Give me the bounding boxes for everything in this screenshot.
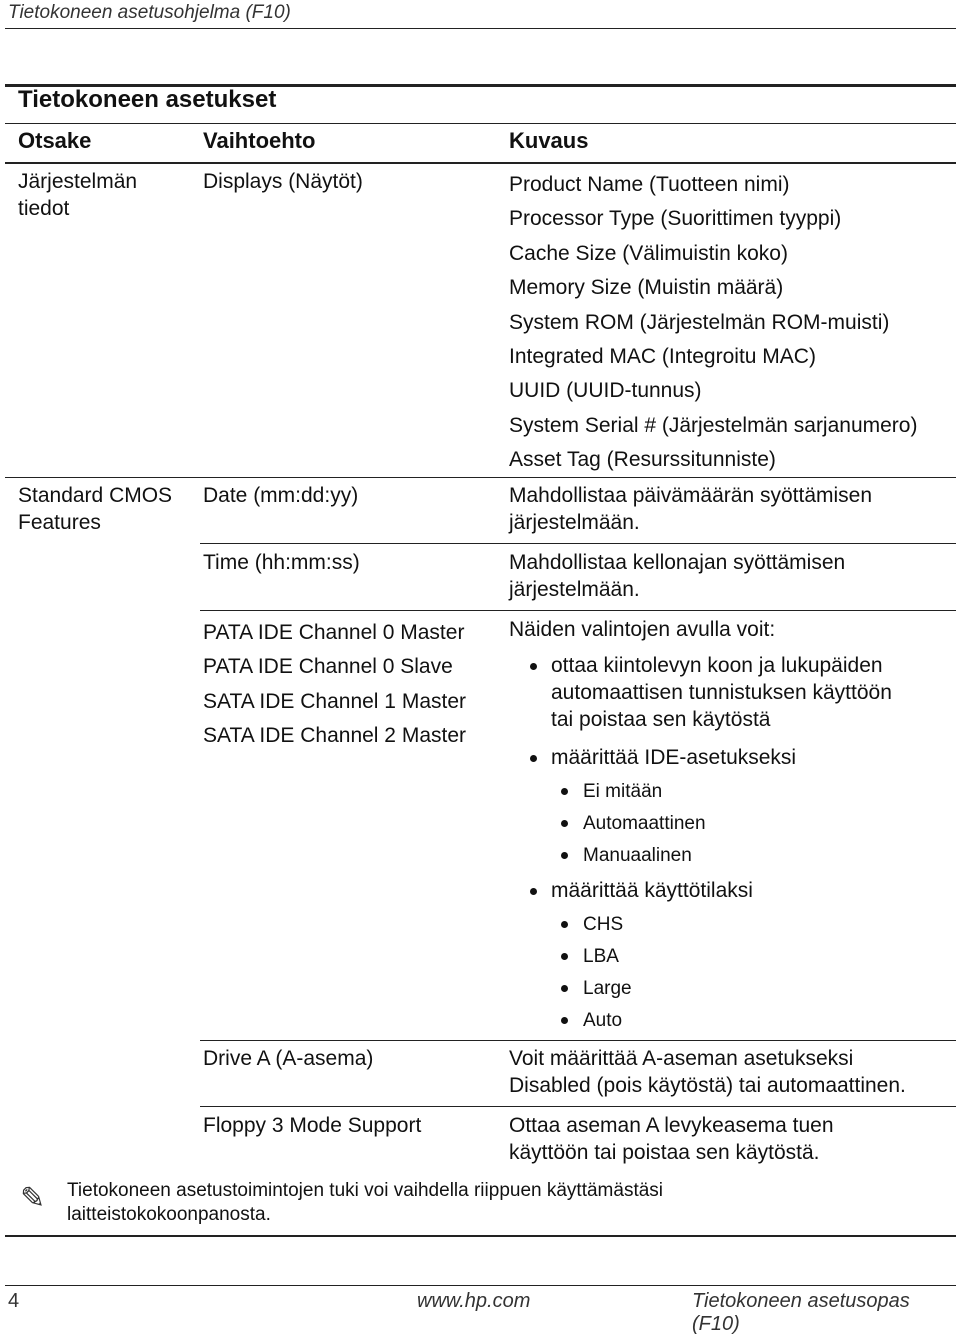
section-rule: [5, 477, 956, 478]
date-description: Mahdollistaa päivämäärän syöttämisen järjestelmään.: [509, 484, 873, 534]
sub-bullet-item: Large: [583, 975, 632, 1002]
option-time: Time (hh:mm:ss): [203, 551, 360, 574]
page-number: 4: [8, 1290, 20, 1312]
floppy-description: Ottaa aseman A levykeasema tuen käyttöön tai poistaa sen käytöstä.: [509, 1114, 834, 1164]
list-item: Memory Size (Muistin määrä): [509, 276, 784, 300]
note-text: Tietokoneen asetustoimintojen tuki voi vaihdella riippuen käyttämästäsi laitteistokokoonpanosta.: [67, 1180, 664, 1225]
column-header-description: Kuvaus: [509, 128, 589, 153]
sub-bullet-item: CHS: [583, 911, 623, 938]
column-header-rule: [5, 162, 956, 164]
bullet-item: ottaa kiintolevyn koon ja lukupäiden automaattisen tunnistuksen käyttöön tai poistaa sen käytöstä: [551, 654, 892, 731]
option-drive-a: Drive A (A-asema): [203, 1047, 374, 1070]
list-item: Processor Type (Suorittimen tyyppi): [509, 207, 842, 231]
section-heading-standard-cmos: Standard CMOS Features: [18, 484, 173, 534]
option-floppy-3-mode: Floppy 3 Mode Support: [203, 1114, 422, 1137]
footer-rule: [5, 1285, 956, 1286]
option-date: Date (mm:dd:yy): [203, 484, 359, 507]
row-rule: [200, 1106, 956, 1107]
column-header-heading: Otsake: [18, 128, 92, 153]
ide-intro: Näiden valintojen avulla voit:: [509, 618, 776, 641]
sub-bullet-item: Ei mitään: [583, 778, 662, 805]
list-item: Cache Size (Välimuistin koko): [509, 241, 788, 265]
sub-bullet-item: Auto: [583, 1007, 622, 1034]
list-item: Product Name (Tuotteen nimi): [509, 173, 790, 196]
footer-url[interactable]: www.hp.com: [417, 1290, 531, 1312]
displays-description: [509, 168, 917, 478]
list-item: System ROM (Järjestelmän ROM-muisti): [509, 310, 890, 334]
list-item: UUID (UUID-tunnus): [509, 379, 702, 403]
time-description: Mahdollistaa kellonajan syöttämisen järjestelmään.: [509, 551, 846, 601]
section-heading-system-info: Järjestelmän tiedot: [18, 170, 138, 220]
list-item: Integrated MAC (Integroitu MAC): [509, 345, 816, 369]
title-rule: [5, 123, 956, 124]
option-displays: Displays (Näytöt): [203, 170, 363, 193]
sub-bullet-item: Automaattinen: [583, 810, 706, 837]
bullet-item: määrittää IDE-asetukseksi: [551, 746, 797, 769]
list-item: Asset Tag (Resurssitunniste): [509, 448, 776, 472]
sub-bullet-item: LBA: [583, 943, 619, 970]
option-ide-channels: PATA IDE Channel 0 Master PATA IDE Channel 0 Slave SATA IDE Channel 1 Master SATA IDE Channel 2 Master: [203, 621, 467, 747]
pencil-icon: ✎: [20, 1182, 46, 1215]
list-item: System Serial # (Järjestelmän sarjanumero): [509, 413, 918, 437]
table-bottom-rule: [5, 1235, 956, 1237]
row-rule: [200, 543, 956, 544]
row-rule: [200, 610, 956, 611]
header-rule: [5, 28, 956, 29]
drive-a-description: Voit määrittää A-aseman asetukseksi Disabled (pois käytöstä) tai automaattinen.: [509, 1047, 906, 1097]
column-header-option: Vaihtoehto: [203, 128, 316, 153]
bullet-item: määrittää käyttötilaksi: [551, 879, 753, 902]
table-title: Tietokoneen asetukset: [18, 86, 277, 113]
row-rule: [200, 1040, 956, 1041]
sub-bullet-item: Manuaalinen: [583, 842, 692, 869]
footer-guide-title: Tietokoneen asetusopas (F10): [692, 1290, 910, 1335]
running-head: Tietokoneen asetusohjelma (F10): [8, 2, 291, 23]
